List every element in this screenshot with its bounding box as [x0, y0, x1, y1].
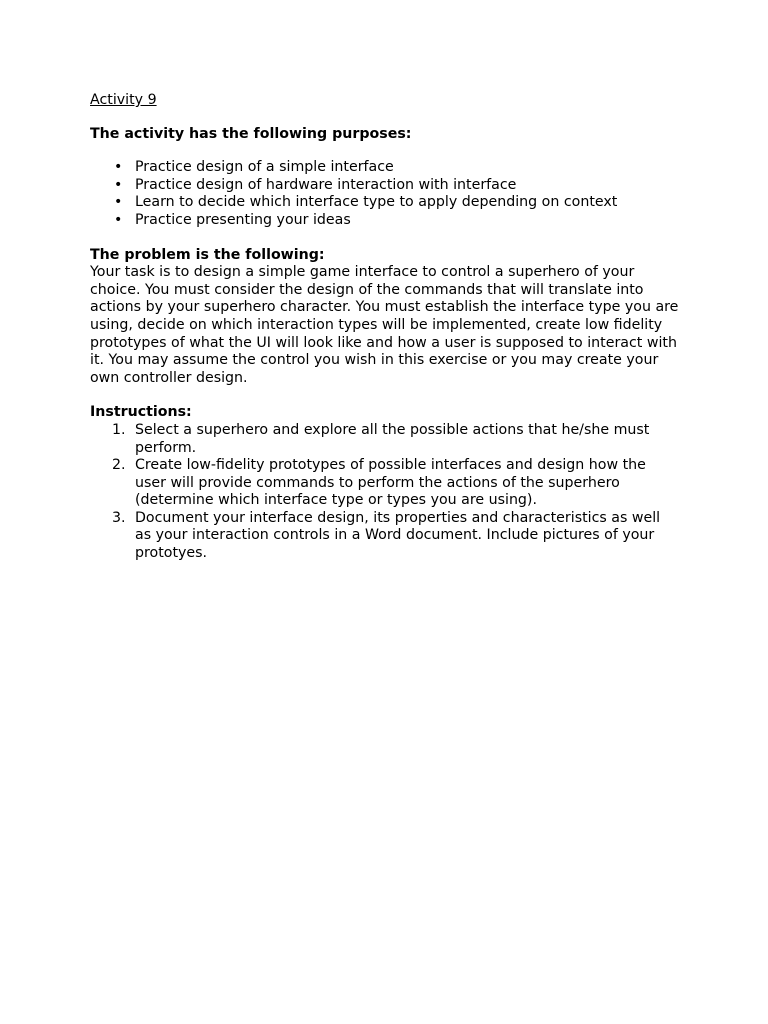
- problem-paragraph: Your task is to design a simple game interface to control a superhero of your choice. You must consider the design of the commands that will translate into actions by your superhero character. You must establish the interface type you are using, decide on which interaction types will be implemented, create low fidelity prototypes of what the UI will look like and how a user is supposed to interact with it. You may assume the control you wish in this exercise or you may create your own controller design.: [90, 264, 679, 386]
- purposes-list: [90, 159, 690, 229]
- bullet-icon: •: [114, 176, 123, 193]
- list-item: [90, 159, 690, 177]
- list-item-text: Practice design of hardware interaction with interface: [135, 176, 517, 193]
- list-item: [90, 212, 690, 230]
- step-number: 1.: [112, 421, 126, 438]
- list-item: [90, 457, 680, 510]
- list-item-text: Learn to decide which interface type to apply depending on context: [135, 194, 618, 211]
- step-number: 2.: [112, 457, 126, 474]
- step-text: Create low-fidelity prototypes of possible interfaces and design how the user will provide commands to perform the actions of the superhero (determine which interface type or types you are using).: [135, 457, 646, 509]
- document-title: Activity 9: [90, 92, 157, 108]
- problem-heading: The problem is the following:: [90, 246, 325, 263]
- list-item-text: Practice presenting your ideas: [135, 211, 351, 228]
- purposes-heading: The activity has the following purposes:: [90, 125, 412, 142]
- bullet-icon: •: [114, 194, 123, 211]
- step-text: Document your interface design, its properties and characteristics as well as your interaction controls in a Word document. Include pictures of your prototyes.: [135, 509, 661, 562]
- step-number: 3.: [112, 509, 126, 526]
- list-item: [90, 510, 680, 563]
- instructions-list: [90, 422, 690, 563]
- list-item-text: Practice design of a simple interface: [135, 159, 394, 176]
- list-item: [90, 194, 690, 212]
- list-item: [90, 177, 690, 195]
- document-content: [90, 92, 690, 563]
- bullet-icon: •: [114, 211, 123, 228]
- bullet-icon: •: [114, 159, 123, 176]
- instructions-heading: Instructions:: [90, 404, 192, 421]
- list-item: [90, 422, 680, 457]
- step-text: Select a superhero and explore all the possible actions that he/she must perform.: [135, 421, 650, 456]
